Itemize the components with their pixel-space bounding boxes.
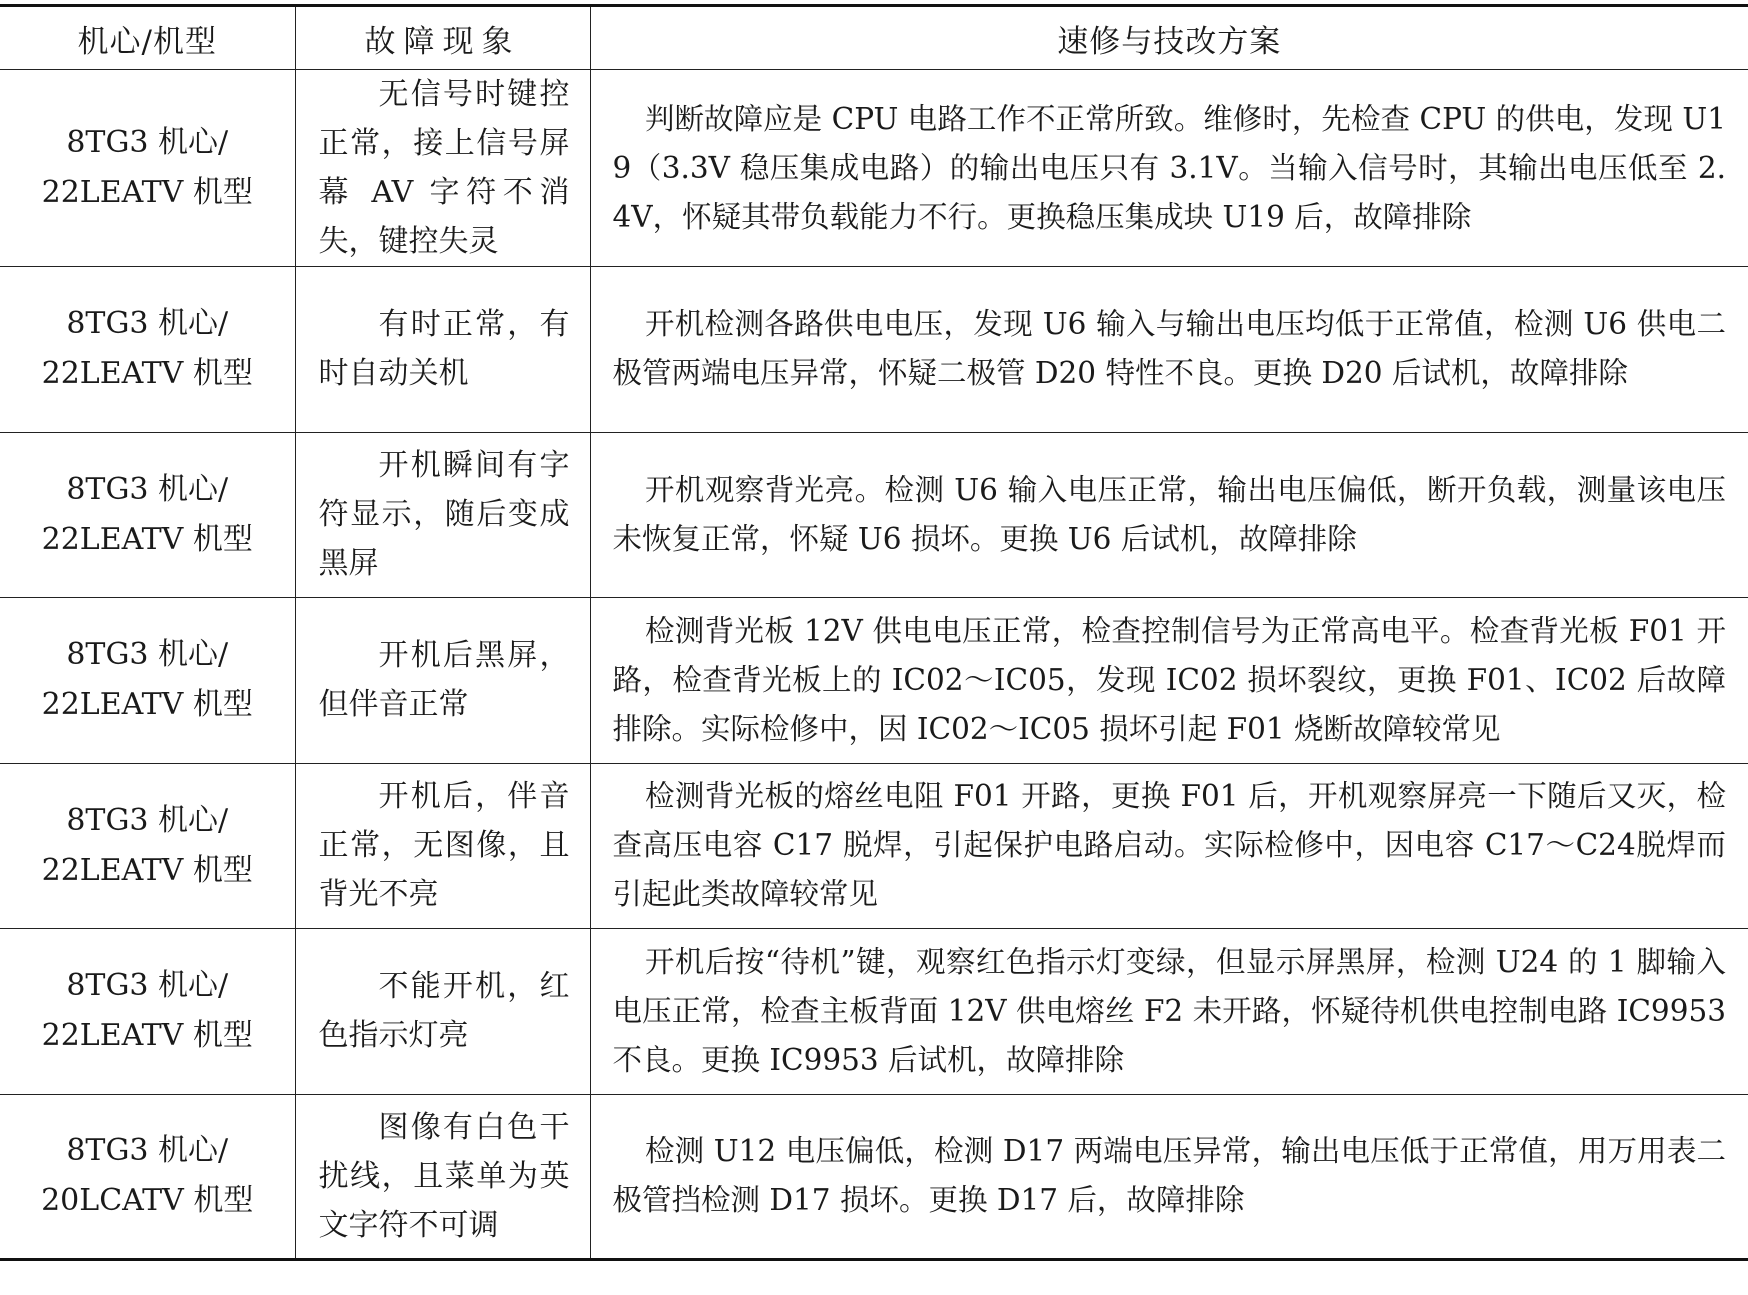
model-line: 22LEATV 机型 bbox=[41, 356, 253, 392]
table-row bbox=[0, 1094, 1748, 1260]
fault-cell: 有时正常，有时自动关机 bbox=[295, 267, 590, 433]
model-line: 8TG3 机心/ bbox=[66, 471, 229, 507]
model-line: 8TG3 机心/ bbox=[66, 968, 229, 1004]
table-row bbox=[0, 70, 1748, 267]
model-cell bbox=[0, 432, 295, 598]
model-line: 22LEATV 机型 bbox=[41, 175, 253, 210]
model-line: 8TG3 机心/ bbox=[66, 306, 229, 342]
model-line: 8TG3 机心/ bbox=[66, 802, 229, 838]
table-row bbox=[0, 432, 1748, 598]
fault-cell: 开机瞬间有字符显示，随后变成黑屏 bbox=[295, 432, 590, 598]
table-row bbox=[0, 763, 1748, 929]
fix-cell: 检测 U12 电压偏低，检测 D17 两端电压异常，输出电压低于正常值，用万用表二极管挡检测 D17 损坏。更换 D17 后，故障排除 bbox=[590, 1094, 1748, 1260]
model-cell bbox=[0, 598, 295, 764]
model-line: 20LCATV 机型 bbox=[41, 1183, 254, 1219]
table-header-row bbox=[0, 6, 1748, 70]
fix-cell: 开机观察背光亮。检测 U6 输入电压正常，输出电压偏低，断开负载，测量该电压未恢复正常，怀疑 U6 损坏。更换 U6 后试机，故障排除 bbox=[590, 432, 1748, 598]
model-line: 8TG3 机心/ bbox=[66, 125, 229, 160]
fault-cell: 无信号时键控正常，接上信号屏幕 AV 字符不消失，键控失灵 bbox=[295, 70, 590, 267]
fault-cell: 图像有白色干扰线，且菜单为英文字符不可调 bbox=[295, 1094, 590, 1260]
fix-cell: 开机后按“待机”键，观察红色指示灯变绿，但显示屏黑屏，检测 U24 的 1 脚输入电压正常，检查主板背面 12V 供电熔丝 F2 未开路，怀疑待机供电控制电路 IC9953 不良。更换 IC9953 后试机，故障排除 bbox=[590, 929, 1748, 1095]
table-row bbox=[0, 598, 1748, 764]
model-cell bbox=[0, 929, 295, 1095]
fault-cell: 开机后，伴音正常，无图像，且背光不亮 bbox=[295, 763, 590, 929]
fault-cell: 开机后黑屏，但伴音正常 bbox=[295, 598, 590, 764]
fix-cell: 检测背光板 12V 供电电压正常，检查控制信号为正常高电平。检查背光板 F01 开路，检查背光板上的 IC02～IC05，发现 IC02 损坏裂纹，更换 F01、IC02 后故障排除。实际检修中，因 IC02～IC05 损坏引起 F01 烧断故障较常见 bbox=[590, 598, 1748, 764]
repair-table bbox=[0, 4, 1748, 1261]
fix-cell: 开机检测各路供电电压，发现 U6 输入与输出电压均低于正常值，检测 U6 供电二极管两端电压异常，怀疑二极管 D20 特性不良。更换 D20 后试机，故障排除 bbox=[590, 267, 1748, 433]
header-fix: 速修与技改方案 bbox=[590, 6, 1748, 70]
table-row bbox=[0, 929, 1748, 1095]
model-line: 22LEATV 机型 bbox=[41, 521, 253, 557]
model-line: 8TG3 机心/ bbox=[66, 1133, 229, 1169]
fault-cell: 不能开机，红色指示灯亮 bbox=[295, 929, 590, 1095]
model-cell bbox=[0, 70, 295, 267]
header-fault: 故障现象 bbox=[295, 6, 590, 70]
fix-cell: 检测背光板的熔丝电阻 F01 开路，更换 F01 后，开机观察屏亮一下随后又灭，检查高压电容 C17 脱焊，引起保护电路启动。实际检修中，因电容 C17～C24脱焊而引起此类故障较常见 bbox=[590, 763, 1748, 929]
repair-table-container bbox=[0, 4, 1748, 1261]
model-cell bbox=[0, 267, 295, 433]
model-cell bbox=[0, 763, 295, 929]
model-line: 22LEATV 机型 bbox=[41, 852, 253, 888]
model-line: 8TG3 机心/ bbox=[66, 637, 229, 673]
model-line: 22LEATV 机型 bbox=[41, 687, 253, 723]
header-model: 机心/机型 bbox=[0, 6, 295, 70]
model-cell bbox=[0, 1094, 295, 1260]
fix-cell: 判断故障应是 CPU 电路工作不正常所致。维修时，先检查 CPU 的供电，发现 U19（3.3V 稳压集成电路）的输出电压只有 3.1V。当输入信号时，其输出电压低至 2.4V，怀疑其带负载能力不行。更换稳压集成块 U19 后，故障排除 bbox=[590, 70, 1748, 267]
model-line: 22LEATV 机型 bbox=[41, 1018, 253, 1054]
table-row bbox=[0, 267, 1748, 433]
